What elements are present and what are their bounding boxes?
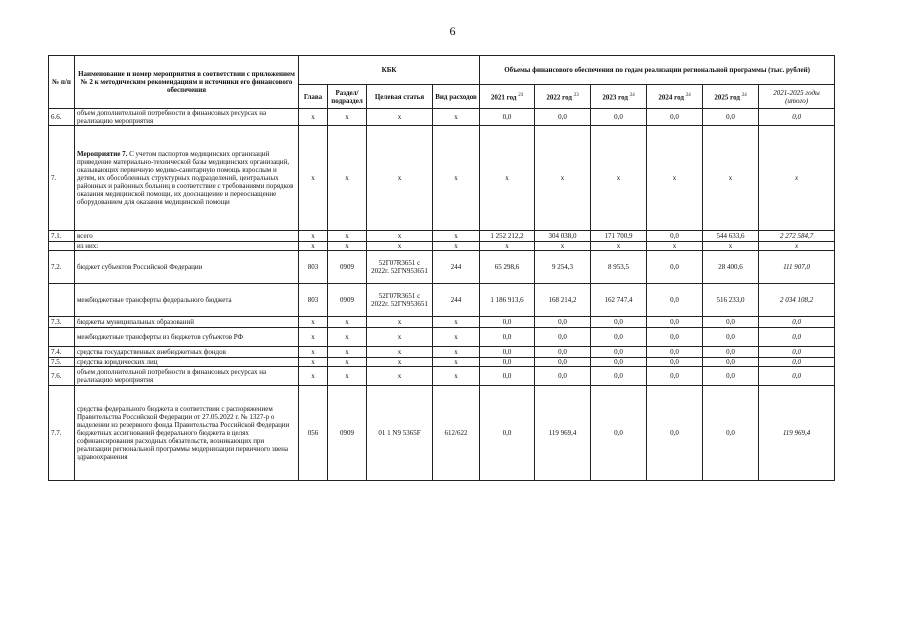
cell-y2023: 0,0 <box>591 347 647 358</box>
page-number: 6 <box>449 24 456 38</box>
row-number: 6.6. <box>49 109 75 126</box>
cell-y2025: 0,0 <box>703 328 759 347</box>
table-row <box>49 347 835 358</box>
cell-y2025: 28 400,6 <box>703 251 759 284</box>
cell-y2023: 171 700,9 <box>591 231 647 242</box>
row-number: 7. <box>49 126 75 231</box>
header-volumes: Объемы финансового обеспечения по годам реализации региональной программы (тыс. рублей) <box>480 56 835 85</box>
cell-y2022: 0,0 <box>535 347 591 358</box>
cell-y2022: 119 969,4 <box>535 386 591 481</box>
cell-y2024: 0,0 <box>647 317 703 328</box>
cell-y2025: 0,0 <box>703 317 759 328</box>
cell-razdel: х <box>328 358 367 367</box>
header-2021: 2021 год $^{23}$ <box>480 85 535 109</box>
cell-y2024: 0,0 <box>647 231 703 242</box>
header-glava: Глава <box>299 85 328 109</box>
row-name <box>75 242 299 251</box>
cell-total: 111 907,0 <box>759 251 835 284</box>
table-row <box>49 358 835 367</box>
cell-y2022: 9 254,3 <box>535 251 591 284</box>
row-name <box>75 317 299 328</box>
cell-y2023: 0,0 <box>591 328 647 347</box>
row-name-text: средства государственных внебюджетных фондов <box>77 348 226 356</box>
cell-y2025: 0,0 <box>703 367 759 386</box>
row-number: 7.2. <box>49 251 75 284</box>
header-name: Наименование и номер мероприятия в соответствии с приложением № 2 к методическим рекомендациям и источники его финансового обеспечения <box>75 56 299 109</box>
cell-statya: х <box>367 231 433 242</box>
table-row <box>49 242 835 251</box>
row-number <box>49 284 75 317</box>
cell-statya: х <box>367 347 433 358</box>
cell-glava: х <box>299 317 328 328</box>
cell-vid: 612/622 <box>433 386 480 481</box>
row-number: 7.4. <box>49 347 75 358</box>
cell-y2022: х <box>535 126 591 231</box>
cell-total: 0,0 <box>759 347 835 358</box>
cell-glava: х <box>299 347 328 358</box>
cell-glava: х <box>299 367 328 386</box>
cell-total: 0,0 <box>759 109 835 126</box>
cell-vid: х <box>433 242 480 251</box>
cell-glava: х <box>299 242 328 251</box>
table-row <box>49 386 835 481</box>
cell-y2023: 0,0 <box>591 386 647 481</box>
cell-statya: х <box>367 317 433 328</box>
cell-y2025: 0,0 <box>703 358 759 367</box>
row-number: 7.1. <box>49 231 75 242</box>
cell-y2021: 0,0 <box>480 328 535 347</box>
cell-vid: х <box>433 126 480 231</box>
cell-total: 0,0 <box>759 317 835 328</box>
row-name-text: объем дополнительной потребности в финансовых ресурсах на реализацию мероприятия <box>77 368 267 384</box>
row-number <box>49 328 75 347</box>
cell-vid: х <box>433 367 480 386</box>
row-name-text: из них: <box>77 242 99 250</box>
cell-total: х <box>759 126 835 231</box>
cell-y2023: х <box>591 242 647 251</box>
cell-y2023: 0,0 <box>591 358 647 367</box>
row-name-text: всего <box>77 232 93 240</box>
cell-vid: 244 <box>433 284 480 317</box>
cell-y2021: х <box>480 126 535 231</box>
cell-statya: х <box>367 109 433 126</box>
cell-total: 2 272 584,7 <box>759 231 835 242</box>
header-no: № п/п <box>49 56 75 109</box>
header-vid: Вид расходов <box>433 85 480 109</box>
cell-y2025: х <box>703 242 759 251</box>
row-name <box>75 358 299 367</box>
cell-total: 0,0 <box>759 367 835 386</box>
cell-vid: х <box>433 358 480 367</box>
row-number <box>49 242 75 251</box>
header-statya: Целевая статья <box>367 85 433 109</box>
cell-y2024: х <box>647 126 703 231</box>
cell-glava: х <box>299 358 328 367</box>
cell-y2021: 0,0 <box>480 109 535 126</box>
cell-total: 2 034 108,2 <box>759 284 835 317</box>
cell-razdel: х <box>328 347 367 358</box>
cell-y2021: 65 298,6 <box>480 251 535 284</box>
cell-y2025: х <box>703 126 759 231</box>
cell-y2022: 168 214,2 <box>535 284 591 317</box>
row-name <box>75 109 299 126</box>
cell-y2022: 0,0 <box>535 109 591 126</box>
cell-y2025: 0,0 <box>703 347 759 358</box>
cell-y2024: 0,0 <box>647 358 703 367</box>
row-name-text: объем дополнительной потребности в финансовых ресурсах на реализацию мероприятия <box>77 109 267 125</box>
cell-total: х <box>759 242 835 251</box>
cell-statya: х <box>367 358 433 367</box>
cell-y2025: 544 633,6 <box>703 231 759 242</box>
header-2022: 2022 год $^{23}$ <box>535 85 591 109</box>
table-row <box>49 109 835 126</box>
cell-total: 0,0 <box>759 358 835 367</box>
cell-razdel: х <box>328 109 367 126</box>
cell-vid: х <box>433 347 480 358</box>
cell-glava: х <box>299 126 328 231</box>
cell-y2025: 0,0 <box>703 386 759 481</box>
row-name <box>75 126 299 231</box>
cell-statya: х <box>367 367 433 386</box>
cell-y2022: 0,0 <box>535 358 591 367</box>
table-row <box>49 126 835 231</box>
row-name <box>75 328 299 347</box>
row-name-text: бюджеты муниципальных образований <box>77 318 195 326</box>
header-2024: 2024 год $^{24}$ <box>647 85 703 109</box>
cell-y2021: 0,0 <box>480 386 535 481</box>
cell-statya: х <box>367 242 433 251</box>
cell-vid: х <box>433 328 480 347</box>
row-name <box>75 231 299 242</box>
table-row <box>49 328 835 347</box>
table-row <box>49 367 835 386</box>
cell-y2021: 0,0 <box>480 347 535 358</box>
cell-y2023: 162 747,4 <box>591 284 647 317</box>
cell-vid: х <box>433 317 480 328</box>
table-row <box>49 251 835 284</box>
cell-y2024: 0,0 <box>647 328 703 347</box>
cell-razdel: 0909 <box>328 251 367 284</box>
row-name-text: средства юридических лиц <box>77 358 158 366</box>
header-2023: 2023 год $^{24}$ <box>591 85 647 109</box>
cell-total: 119 969,4 <box>759 386 835 481</box>
cell-glava: 056 <box>299 386 328 481</box>
row-name <box>75 367 299 386</box>
cell-total: 0,0 <box>759 328 835 347</box>
cell-y2023: 0,0 <box>591 317 647 328</box>
row-name-text: средства федерального бюджета в соответствии с распоряжением Правительства Российской Федерации от 27.05.2022 г. № 1327-р о выделении из резервного фонда Правительства Российской Федерации бюджетных ассигнований федерального бюджета в целях софинансирования расходных обязательств, возникающих при реализации региональной программы модернизации первичного звена здравоохранения <box>77 405 290 461</box>
cell-razdel: х <box>328 231 367 242</box>
cell-razdel: х <box>328 126 367 231</box>
cell-y2022: х <box>535 242 591 251</box>
budget-table <box>48 55 835 481</box>
row-name-text: бюджет субъектов Российской Федерации <box>77 263 203 271</box>
cell-y2022: 0,0 <box>535 317 591 328</box>
table-row <box>49 284 835 317</box>
cell-y2025: 0,0 <box>703 109 759 126</box>
header-2025: 2025 год $^{24}$ <box>703 85 759 109</box>
cell-glava: х <box>299 231 328 242</box>
row-name-bold: Мероприятие 7. <box>77 150 128 158</box>
cell-y2024: 0,0 <box>647 284 703 317</box>
cell-glava: х <box>299 109 328 126</box>
cell-glava: 803 <box>299 251 328 284</box>
cell-vid: х <box>433 109 480 126</box>
header-kbk: КБК <box>299 56 480 85</box>
cell-razdel: 0909 <box>328 284 367 317</box>
cell-glava: х <box>299 328 328 347</box>
row-name-text: межбюджетные трансферты федерального бюджета <box>77 296 232 304</box>
cell-statya: 01 1 N9 5365F <box>367 386 433 481</box>
row-name-text: межбюджетные трансферты из бюджетов субъектов РФ <box>77 333 244 341</box>
cell-y2021: 0,0 <box>480 367 535 386</box>
row-number: 7.3. <box>49 317 75 328</box>
cell-razdel: х <box>328 328 367 347</box>
cell-vid: х <box>433 231 480 242</box>
row-name <box>75 347 299 358</box>
cell-y2024: 0,0 <box>647 347 703 358</box>
cell-y2024: 0,0 <box>647 386 703 481</box>
cell-y2021: 1 252 212,2 <box>480 231 535 242</box>
cell-vid: 244 <box>433 251 480 284</box>
cell-razdel: 0909 <box>328 386 367 481</box>
cell-y2022: 304 038,0 <box>535 231 591 242</box>
cell-y2023: 0,0 <box>591 109 647 126</box>
cell-y2021: 0,0 <box>480 358 535 367</box>
cell-statya: 52Г07R3651 с 2022г. 52ГN953651 <box>367 284 433 317</box>
cell-y2021: 1 186 913,6 <box>480 284 535 317</box>
cell-razdel: х <box>328 317 367 328</box>
cell-y2024: 0,0 <box>647 251 703 284</box>
cell-statya: х <box>367 126 433 231</box>
row-number: 7.7. <box>49 386 75 481</box>
cell-y2025: 516 233,0 <box>703 284 759 317</box>
cell-y2023: х <box>591 126 647 231</box>
cell-razdel: х <box>328 367 367 386</box>
cell-razdel: х <box>328 242 367 251</box>
header-razdel: Раздел/ подраздел <box>328 85 367 109</box>
row-name <box>75 251 299 284</box>
row-name-text: С учетом паспортов медицинских организаций приведение материально-технической базы медицинских организаций, оказывающих первичную медико-санитарную помощь взрослым и детям, их обособленных структурных подразделений, центральных районных и районных больниц в соответствие с требованиями порядков оказания медицинской помощи, их дооснащение и переоснащение оборудованием для оказания медицинской помощи <box>77 150 294 206</box>
cell-y2021: 0,0 <box>480 317 535 328</box>
cell-y2022: 0,0 <box>535 328 591 347</box>
row-number: 7.6. <box>49 367 75 386</box>
row-name <box>75 284 299 317</box>
header-total: 2021-2025 годы (итого) <box>759 85 835 109</box>
row-number: 7.5. <box>49 358 75 367</box>
cell-y2023: 0,0 <box>591 367 647 386</box>
cell-y2023: 8 953,5 <box>591 251 647 284</box>
row-name <box>75 386 299 481</box>
cell-statya: х <box>367 328 433 347</box>
table-row <box>49 317 835 328</box>
cell-y2024: х <box>647 242 703 251</box>
cell-y2024: 0,0 <box>647 367 703 386</box>
table-row <box>49 231 835 242</box>
cell-statya: 52Г07R3651 с 2022г. 52ГN953651 <box>367 251 433 284</box>
cell-y2021: х <box>480 242 535 251</box>
cell-y2024: 0,0 <box>647 109 703 126</box>
cell-glava: 803 <box>299 284 328 317</box>
cell-y2022: 0,0 <box>535 367 591 386</box>
